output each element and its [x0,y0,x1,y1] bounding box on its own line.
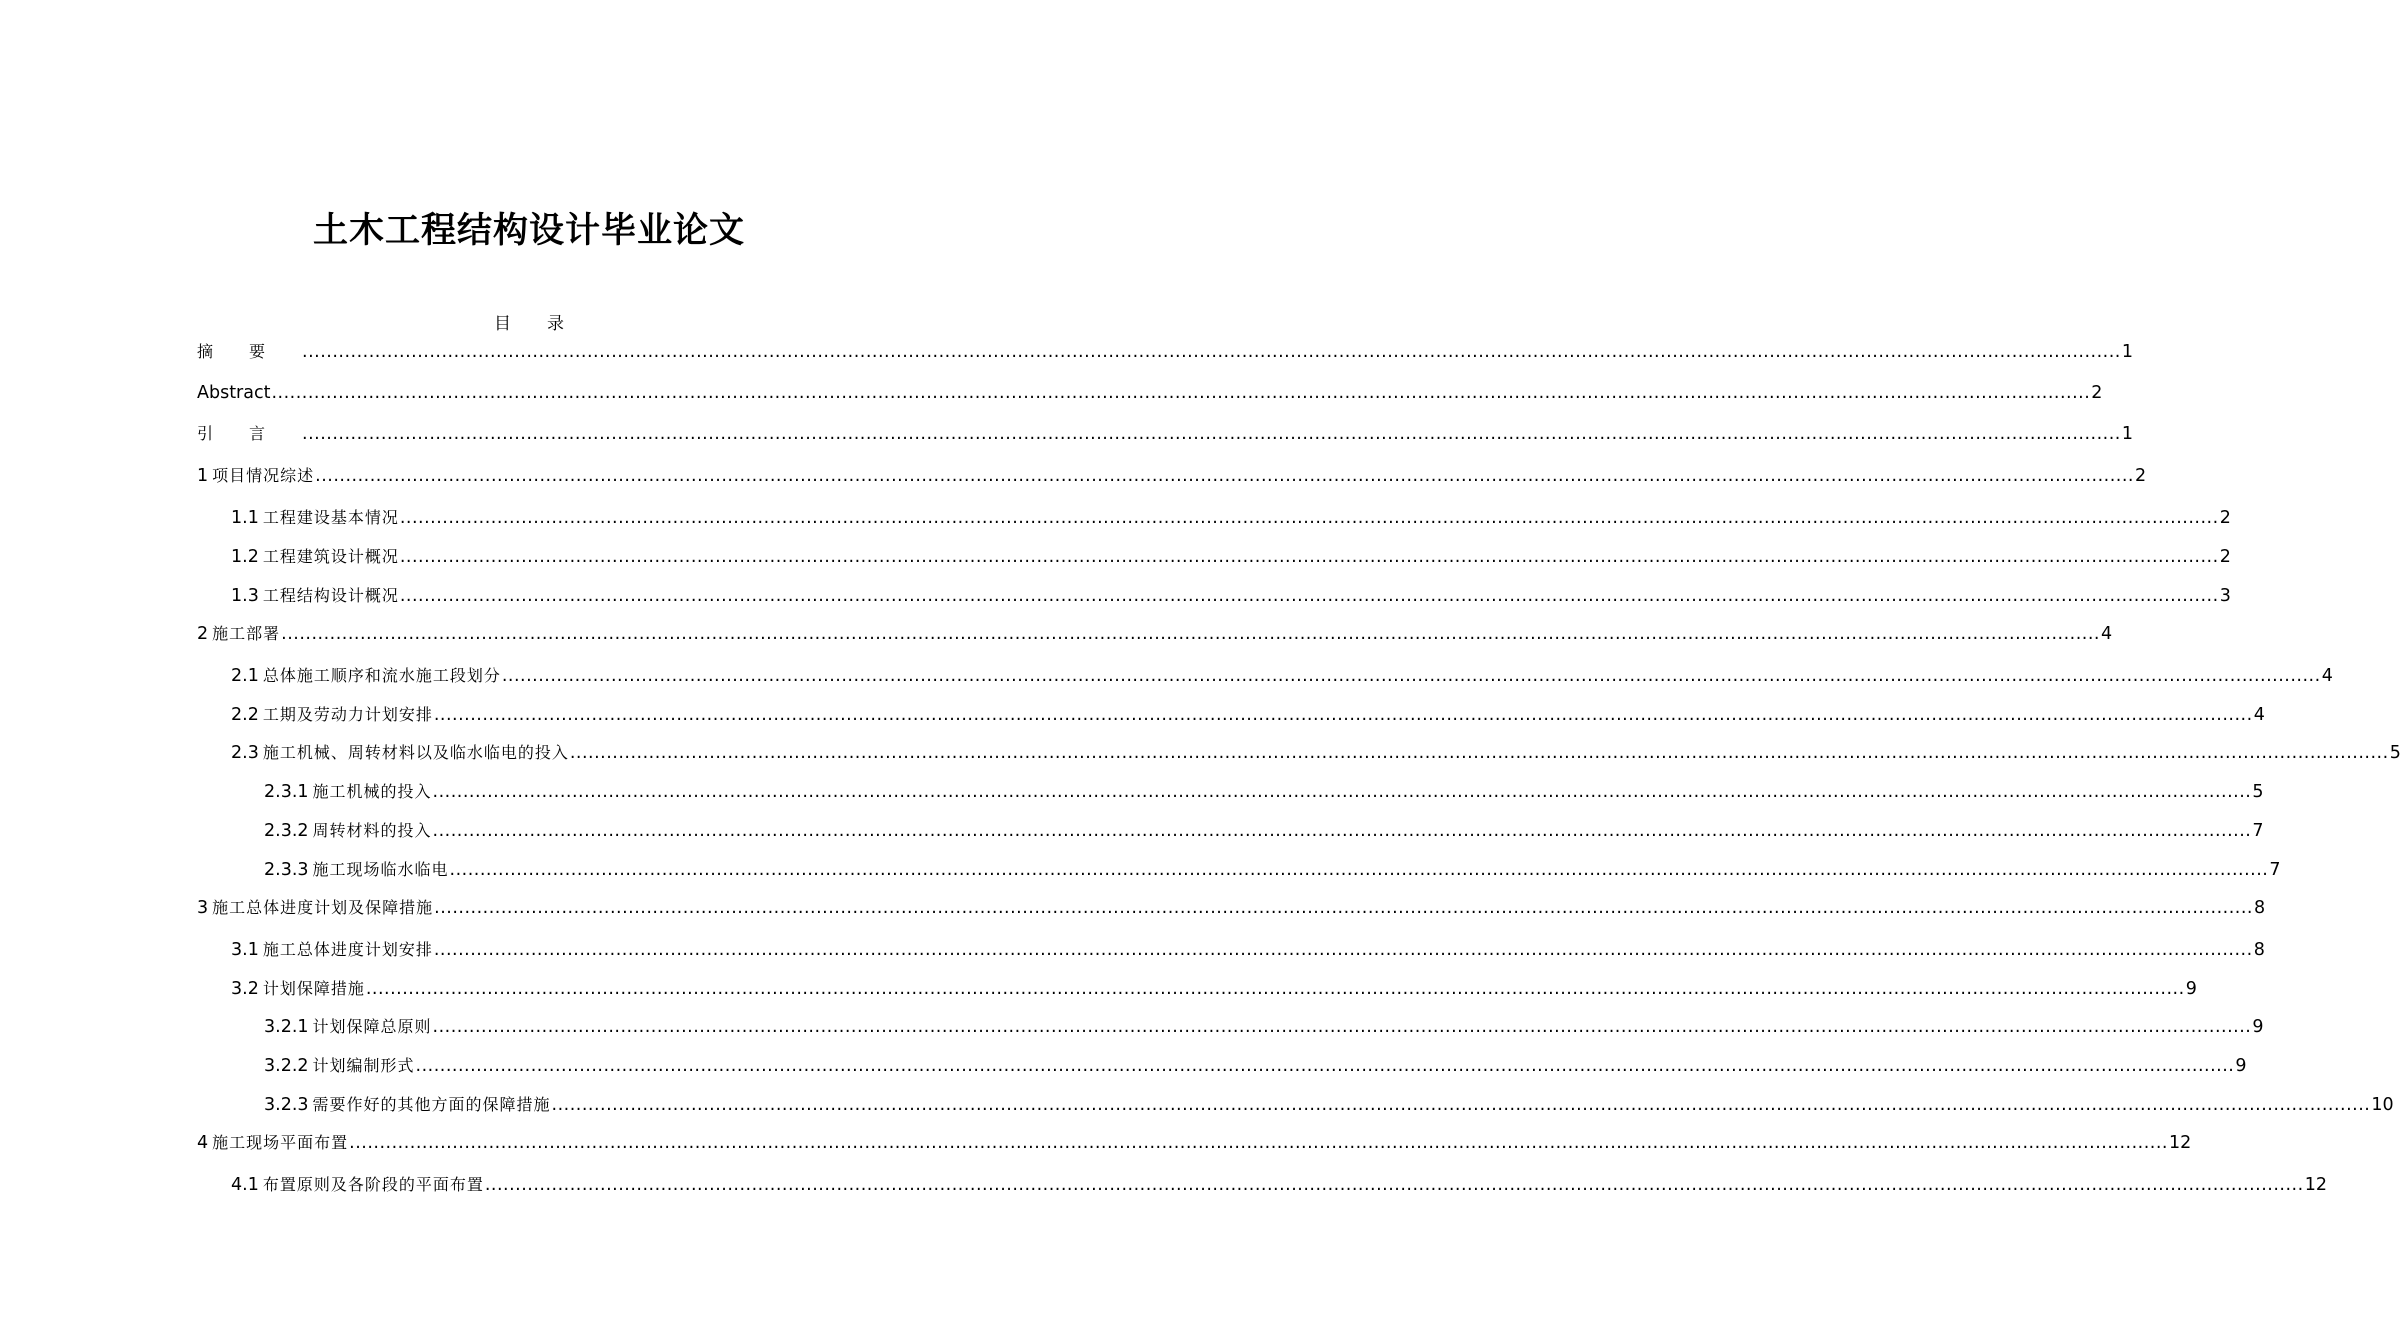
toc-entry-label: 总体施工顺序和流水施工段划分 [262,666,501,685]
toc-entry-label: 计划保障措施 [262,979,365,998]
toc-entry-number: 2.2 [231,705,259,725]
toc-entry-title [264,1015,432,1039]
toc-entry-title [197,381,270,405]
toc-entry-label: 施工总体进度计划安排 [262,940,433,959]
toc-dot-leader: ............................................................................................................................................................................................................................................................................................................ [433,940,2253,960]
toc-dot-leader: ............................................................................................................................................................................................................................................................................................................ [415,1056,2235,1076]
toc-heading [0,309,1058,334]
toc-entry-title [197,896,433,920]
toc-entry-title [231,545,399,569]
toc-entry[interactable] [197,622,2113,646]
toc-page-number: 8 [2253,940,2265,960]
toc-entry-title [231,506,399,530]
toc-dot-leader: ............................................................................................................................................................................................................................................................................................................ [434,898,2253,918]
toc-entry-label: 布置原则及各阶段的平面布置 [262,1175,484,1194]
toc-entry-title [231,938,433,962]
toc-entry-label: 施工部署 [212,624,281,643]
toc-entry[interactable] [197,1131,2192,1155]
toc-entry[interactable] [231,1173,2327,1197]
toc-entry-title [231,703,433,727]
toc-entry-label: 计划编制形式 [312,1056,415,1075]
toc-entry-number: 1 [197,466,209,486]
toc-entry-label: 需要作好的其他方面的保障措施 [312,1095,551,1114]
toc-entry-number: 2.3 [231,743,259,763]
toc-entry-title [231,664,501,688]
toc-entry[interactable] [197,422,2133,446]
toc-entry-label: 工程结构设计概况 [262,586,399,605]
toc-entry-label: 施工机械的投入 [312,782,432,801]
toc-page-number: 9 [2185,979,2197,999]
toc-dot-leader: ............................................................................................................................................................................................................................................................................................................ [432,1017,2252,1037]
toc-page-number: 5 [2389,743,2401,763]
toc-dot-leader: ............................................................................................................................................................................................................................................................................................................ [399,547,2219,567]
toc-entry-number: 4.1 [231,1175,259,1195]
toc-page-number: 12 [2168,1133,2192,1153]
toc-entry[interactable] [231,741,2401,765]
document-title: 土木工程结构设计毕业论文 [312,210,745,251]
toc-page-number: 8 [2253,898,2266,918]
toc-entry[interactable] [231,506,2231,530]
toc-page-number: 4 [2321,666,2333,686]
toc-entry[interactable] [264,819,2264,843]
toc-entry[interactable] [231,977,2197,1001]
toc-entry[interactable] [231,703,2265,727]
toc-entry[interactable] [264,780,2264,804]
toc-entry-number: 1.1 [231,508,259,528]
toc-entry-title [231,977,365,1001]
toc-entry-title [264,858,449,882]
toc-entry-number: 3.2.2 [264,1056,309,1076]
toc-entry-number: 2 [197,624,209,644]
toc-entry[interactable] [197,464,2147,488]
toc-entry-number: 4 [197,1133,209,1153]
toc-entry-title [231,1173,484,1197]
toc-entry-label: 周转材料的投入 [312,821,432,840]
toc-entry[interactable] [231,584,2231,608]
toc-entry[interactable] [231,938,2265,962]
toc-entry-label: 工程建设基本情况 [262,508,399,527]
toc-page-number: 12 [2304,1175,2327,1195]
toc-entry-label: 施工总体进度计划及保障措施 [212,898,434,917]
toc-entry-label: 工程建筑设计概况 [262,547,399,566]
toc-entry[interactable] [264,1015,2264,1039]
toc-entry-number: 3.2 [231,979,259,999]
toc-entry-title [264,1093,551,1117]
toc-dot-leader: ............................................................................................................................................................................................................................................................................................................ [281,624,2100,644]
toc-entry-number: 2.3.1 [264,782,309,802]
toc-entry-number: 3 [197,898,209,918]
toc-dot-leader: ............................................................................................................................................................................................................................................................................................................ [551,1095,2371,1115]
toc-entry[interactable] [231,545,2231,569]
toc-page-number: 4 [2253,705,2265,725]
toc-dot-leader: ............................................................................................................................................................................................................................................................................................................ [484,1175,2304,1195]
toc-entry-label: 项目情况综述 [212,466,315,485]
toc-dot-leader: ............................................................................................................................................................................................................................................................................................................ [433,705,2253,725]
toc-entry-label: 施工现场临水临电 [312,860,449,879]
toc-entry[interactable] [264,1054,2247,1078]
toc-entry[interactable] [264,1093,2394,1117]
toc-dot-leader: ............................................................................................................................................................................................................................................................................................................ [349,1133,2168,1153]
toc-heading-char-1: 目 [494,314,511,334]
toc-entry-title [197,464,314,488]
toc-entry-number: 1.3 [231,586,259,606]
toc-entry[interactable] [231,664,2333,688]
toc-page-number: 1 [2121,424,2133,444]
toc-entry[interactable] [264,858,2281,882]
toc-entry-label: 施工机械、周转材料以及临水临电的投入 [262,743,569,762]
toc-entry-title [197,422,301,446]
toc-dot-leader: ............................................................................................................................................................................................................................................................................................................ [449,860,2269,880]
toc-entry-title [264,819,432,843]
toc-entry[interactable] [197,340,2133,364]
toc-entry[interactable] [197,381,2103,405]
toc-entry-number: 2.1 [231,666,259,686]
toc-page-number: 9 [2235,1056,2247,1076]
toc-entry-label: 引言 [197,424,302,443]
toc-page-number: 4 [2100,624,2113,644]
toc-entry-label: 工期及劳动力计划安排 [262,705,433,724]
toc-entry-number: 3.2.1 [264,1017,309,1037]
toc-entry-number: 2.3.2 [264,821,309,841]
toc-entry-label: Abstract [197,383,271,403]
toc-page-number: 3 [2219,586,2231,606]
toc-entry-title [264,1054,415,1078]
toc-entry-title [231,741,569,765]
toc-entry-label: 摘要 [197,342,302,361]
toc-entry-title [264,780,432,804]
toc-page-number: 1 [2121,342,2133,362]
toc-entry-number: 3.1 [231,940,259,960]
toc-page-number: 7 [2252,821,2264,841]
toc-entry-title [231,584,399,608]
toc-entry-label: 施工现场平面布置 [212,1133,349,1152]
toc-page-number: 2 [2219,508,2231,528]
toc-entry-title [197,1131,348,1155]
toc-page-number: 2 [2134,466,2147,486]
toc-dot-leader: ............................................................................................................................................................................................................................................................................................................ [302,342,2121,362]
toc-page-number: 10 [2371,1095,2394,1115]
toc-page-number: 7 [2269,860,2281,880]
toc-dot-leader: ............................................................................................................................................................................................................................................................................................................ [432,821,2252,841]
toc-entry-title [197,340,301,364]
toc-dot-leader: ............................................................................................................................................................................................................................................................................................................ [302,424,2121,444]
toc-dot-leader: ............................................................................................................................................................................................................................................................................................................ [271,383,2091,403]
toc-dot-leader: ............................................................................................................................................................................................................................................................................................................ [432,782,2252,802]
toc-dot-leader: ............................................................................................................................................................................................................................................................................................................ [315,466,2134,486]
toc-entry-label: 计划保障总原则 [312,1017,432,1036]
toc-heading-char-2: 录 [547,314,564,334]
toc-dot-leader: ............................................................................................................................................................................................................................................................................................................ [569,743,2389,763]
toc-dot-leader: ............................................................................................................................................................................................................................................................................................................ [399,508,2219,528]
toc-page-number: 9 [2252,1017,2264,1037]
toc-entry-number: 3.2.3 [264,1095,309,1115]
toc-entry-number: 1.2 [231,547,259,567]
toc-entry-title [197,622,280,646]
toc-dot-leader: ............................................................................................................................................................................................................................................................................................................ [365,979,2185,999]
toc-page-number: 5 [2252,782,2264,802]
toc-entry[interactable] [197,896,2266,920]
toc-page-number: 2 [2091,383,2103,403]
toc-dot-leader: ............................................................................................................................................................................................................................................................................................................ [501,666,2321,686]
toc-dot-leader: ............................................................................................................................................................................................................................................................................................................ [399,586,2219,606]
toc-entry-number: 2.3.3 [264,860,309,880]
toc-page-number: 2 [2219,547,2231,567]
